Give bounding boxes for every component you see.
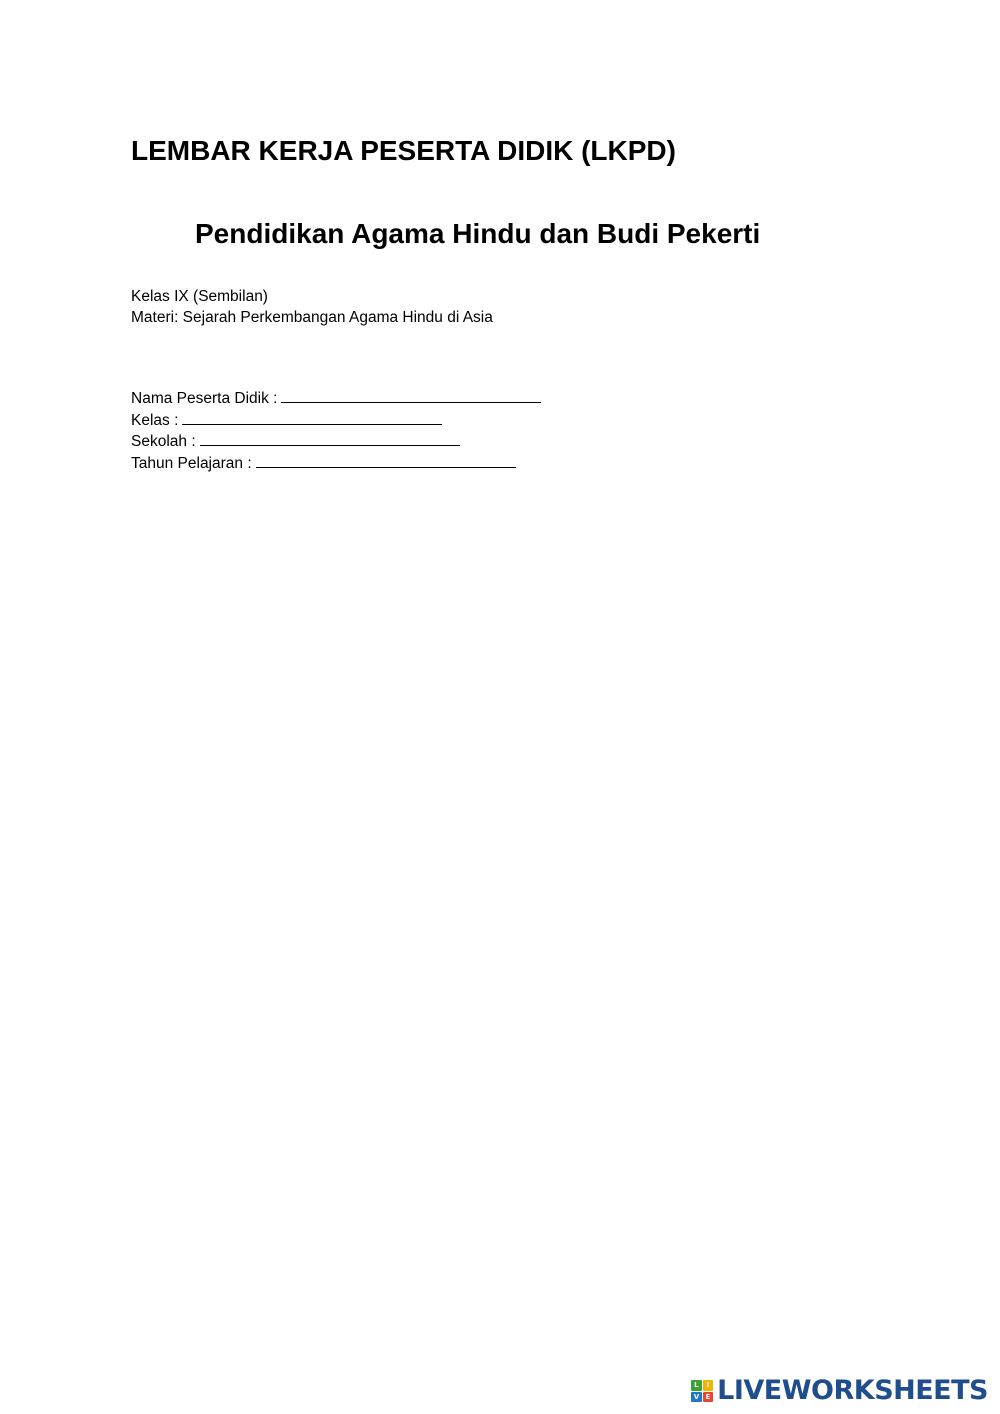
logo-badge-cell: E <box>703 1392 714 1403</box>
subject-title: Pendidikan Agama Hindu dan Budi Pekerti <box>195 218 761 249</box>
student-name-field[interactable] <box>281 388 541 403</box>
school-field[interactable] <box>200 431 460 446</box>
page-title: LEMBAR KERJA PESERTA DIDIK (LKPD) <box>131 135 676 166</box>
logo-badge-cell: V <box>691 1392 702 1403</box>
field-label: Sekolah : <box>131 433 196 450</box>
class-field[interactable] <box>182 410 442 425</box>
logo-badge-icon <box>691 1380 713 1402</box>
student-form <box>131 388 541 474</box>
field-label: Nama Peserta Didik : <box>131 390 278 407</box>
school-year-field[interactable] <box>256 453 516 468</box>
form-row-school <box>131 431 541 453</box>
info-block <box>131 287 493 328</box>
material-line: Materi: Sejarah Perkembangan Agama Hindu di Asia <box>131 308 493 326</box>
form-row-class <box>131 410 541 432</box>
field-label: Kelas : <box>131 411 179 429</box>
form-row-student-name <box>131 388 541 410</box>
class-line: Kelas IX (Sembilan) <box>131 288 268 305</box>
logo-text: LIVEWORKSHEETS <box>717 1375 988 1406</box>
form-row-school-year <box>131 453 541 475</box>
liveworksheets-logo <box>691 1376 988 1406</box>
logo-badge-cell: I <box>703 1380 714 1391</box>
logo-badge-cell: L <box>691 1380 702 1391</box>
field-label: Tahun Pelajaran : <box>131 454 252 472</box>
